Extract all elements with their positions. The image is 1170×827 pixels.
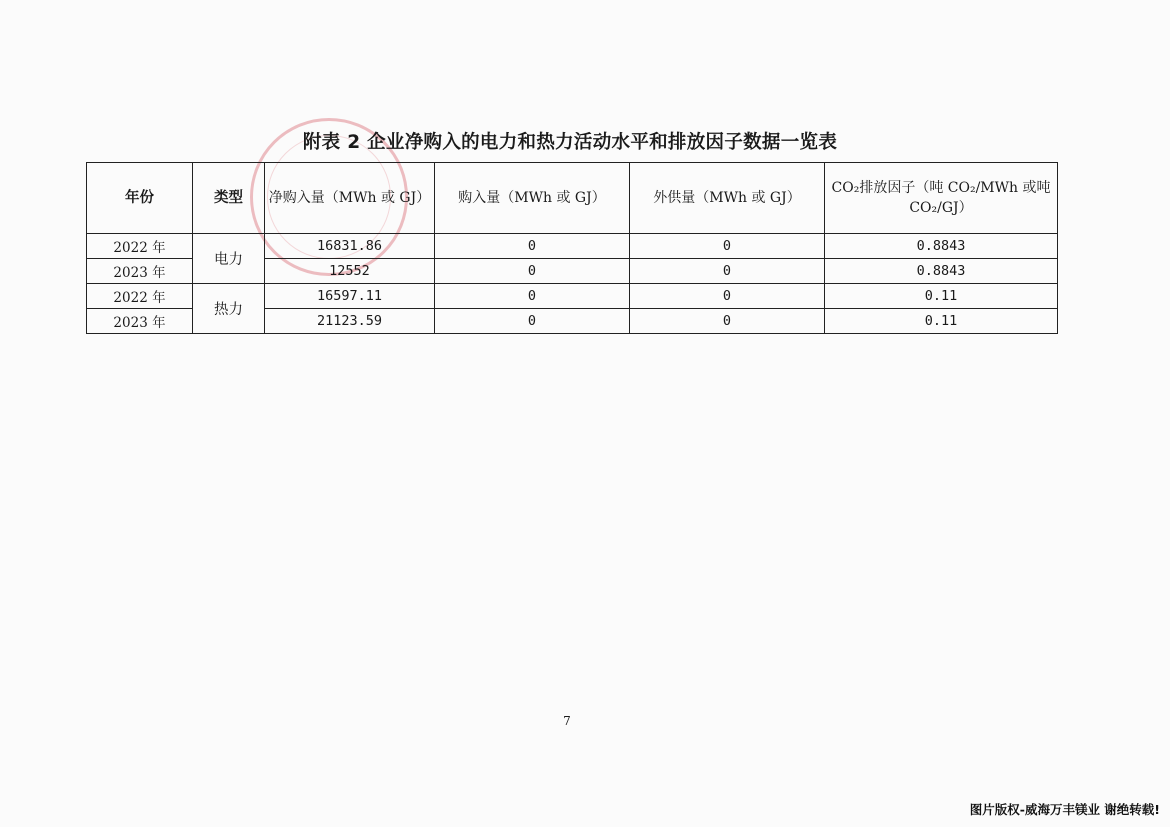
header-emission-factor-line1: CO₂排放因子（吨 CO₂/MWh 或吨 (831, 180, 1051, 196)
cell-purchased: 0 (435, 259, 630, 284)
cell-net: 16831.86 (265, 234, 435, 259)
page-number: 7 (563, 714, 571, 728)
header-type: 类型 (193, 163, 265, 234)
cell-factor: 0.8843 (825, 234, 1058, 259)
header-net-purchase: 净购入量（MWh 或 GJ） (265, 163, 435, 234)
cell-year: 2023 年 (87, 259, 193, 284)
cell-year: 2023 年 (87, 309, 193, 334)
emission-data-table (86, 162, 1058, 334)
cell-factor: 0.11 (825, 309, 1058, 334)
cell-net: 12552 (265, 259, 435, 284)
cell-supplied: 0 (630, 284, 825, 309)
cell-supplied: 0 (630, 259, 825, 284)
header-purchased: 购入量（MWh 或 GJ） (435, 163, 630, 234)
cell-year: 2022 年 (87, 284, 193, 309)
cell-factor: 0.11 (825, 284, 1058, 309)
header-emission-factor-line2: CO₂/GJ） (909, 200, 973, 216)
header-year: 年份 (87, 163, 193, 234)
cell-type: 电力 (193, 234, 265, 284)
table-title: 附表 2 企业净购入的电力和热力活动水平和排放因子数据一览表 (302, 132, 838, 153)
cell-supplied: 0 (630, 309, 825, 334)
table-row (87, 234, 1058, 259)
header-emission-factor (825, 163, 1058, 234)
cell-purchased: 0 (435, 234, 630, 259)
cell-supplied: 0 (630, 234, 825, 259)
cell-net: 16597.11 (265, 284, 435, 309)
cell-year: 2022 年 (87, 234, 193, 259)
table-row (87, 284, 1058, 309)
table-header-row (87, 163, 1058, 234)
cell-net: 21123.59 (265, 309, 435, 334)
cell-purchased: 0 (435, 309, 630, 334)
cell-factor: 0.8843 (825, 259, 1058, 284)
cell-purchased: 0 (435, 284, 630, 309)
header-supplied: 外供量（MWh 或 GJ） (630, 163, 825, 234)
cell-type: 热力 (193, 284, 265, 334)
copyright-watermark: 图片版权-威海万丰镁业 谢绝转载! (969, 802, 1160, 817)
